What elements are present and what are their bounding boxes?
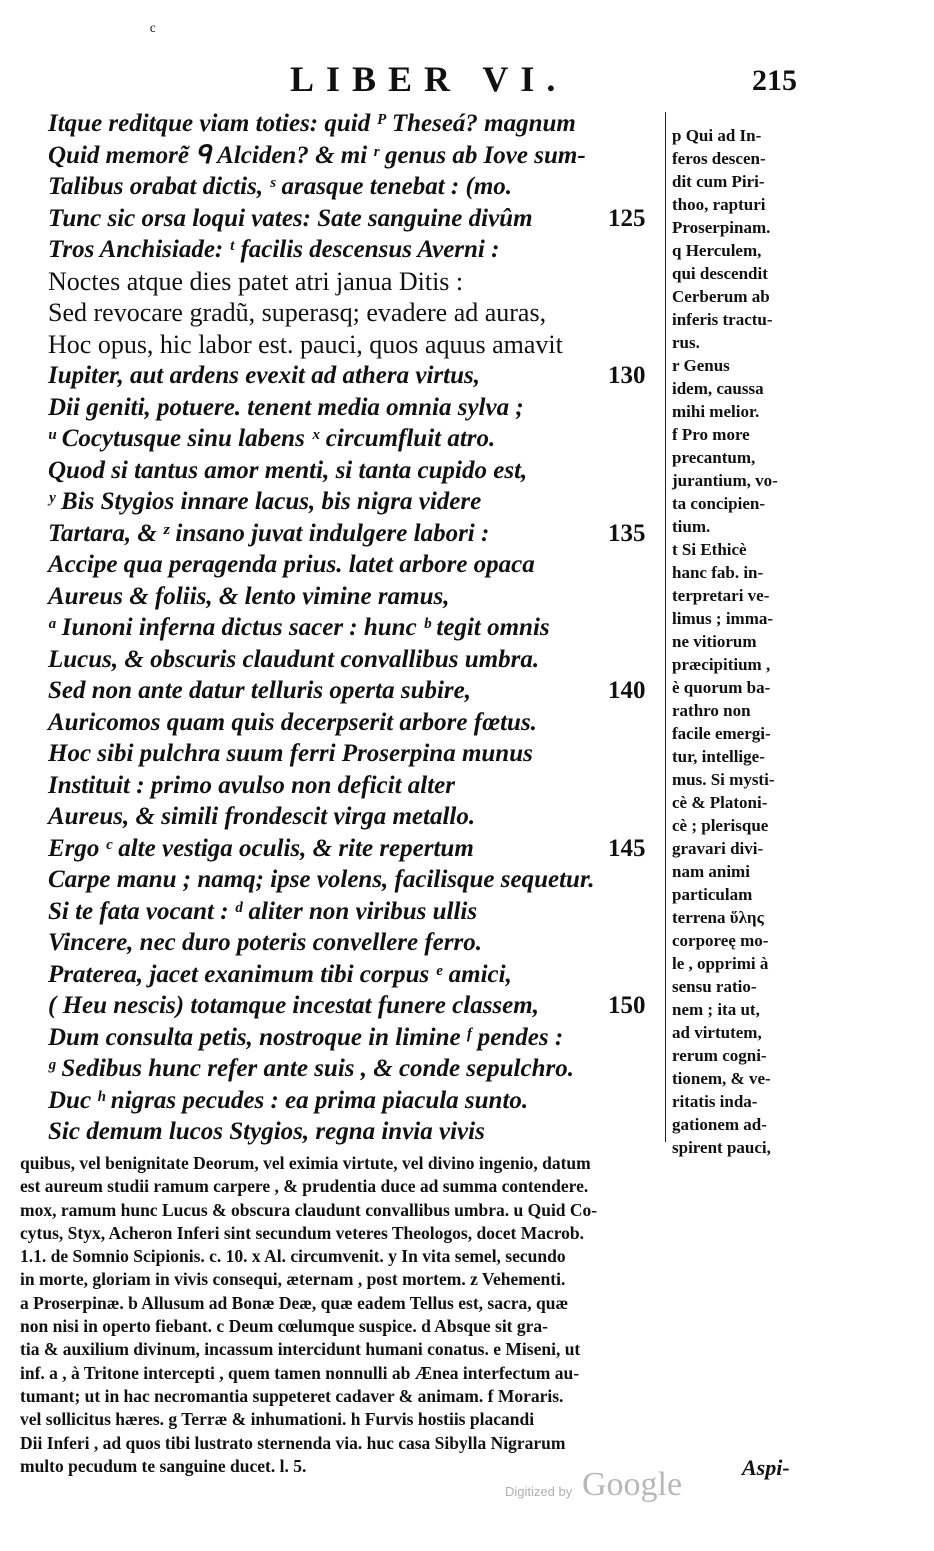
verse-column [48, 108, 660, 1148]
commentary-line: a Proserpinæ. b Allusum ad Bonæ Deæ, quæ eadem Tellus est, sacra, quæ [20, 1292, 569, 1313]
verse-line [48, 1085, 660, 1117]
verse-line [48, 455, 660, 487]
verse-text: Lucus, & obscuris claudunt convallibus umbra. [48, 645, 540, 673]
verse-text: Dum consulta petis, nostroque in limine ᶠ pendes : [48, 1023, 564, 1051]
verse-text: Itque reditque viam toties: quid ᴾ Theseá? magnum [48, 110, 576, 137]
verse-line [48, 927, 660, 959]
margin-note-line: mus. Si mysti- [672, 770, 775, 789]
margin-note-line: ta concipien- [672, 494, 766, 513]
margin-note-line: t Si Ethicè [672, 540, 747, 559]
margin-note-line: terpretari ve- [672, 586, 770, 605]
verse-text: Aureus, & simili frondescit virga metallo. [48, 803, 476, 830]
margin-note-line: precantum, [672, 448, 756, 467]
verse-line [48, 1053, 660, 1085]
margin-note-line: tium. [672, 517, 711, 536]
verse-line [48, 581, 660, 613]
verse-line [48, 612, 660, 644]
verse-text: Tartara, & ᶻ insano juvat indulgere labori : [48, 519, 490, 547]
verse-line [48, 675, 660, 707]
verse-text: Sic demum lucos Stygios, regna invia vivis [48, 1118, 485, 1145]
commentary-line: est aureum studii ramum carpere , & prudentia duce ad summa contendere. [20, 1176, 589, 1197]
verse-line [48, 1022, 660, 1054]
google-watermark-logo: Google [582, 1466, 683, 1503]
verse-text: Ergo ᶜ alte vestiga oculis, & rite repertum [48, 834, 474, 862]
margin-note-line: qui descendit [672, 264, 768, 283]
verse-text: ( Heu nescis) totamque incestat funere classem, [48, 992, 539, 1019]
verse-line [48, 770, 660, 802]
catchword: Aspi- [742, 1455, 790, 1480]
page-number: 215 [752, 64, 797, 97]
margin-note-line: rus. [672, 333, 700, 352]
margin-note-line: thoo, rapturi [672, 195, 766, 214]
line-number: 135 [608, 519, 646, 547]
verse-text: Noctes atque dies patet atri janua Ditis : [48, 266, 464, 296]
verse-line [48, 329, 660, 361]
margin-note-line: spirent pauci, [672, 1138, 771, 1157]
margin-note-line: idem, caussa [672, 379, 764, 398]
verse-line [48, 518, 660, 550]
commentary-line: quibus, vel benignitate Deorum, vel eximia virtute, vel divino ingenio, datum [20, 1153, 591, 1173]
verse-text: Dii geniti, potuere. tenent media omnia sylva ; [48, 393, 524, 421]
verse-line [48, 234, 660, 266]
verse-text: Vincere, nec duro poteris convellere ferro. [48, 929, 482, 956]
verse-line [48, 140, 660, 172]
margin-note-line: tionem, & ve- [672, 1069, 771, 1088]
verse-text: Carpe manu ; namq; ipse volens, facilisque sequetur. [48, 866, 595, 893]
margin-note-line: particulam [672, 885, 753, 904]
verse-text: Quod si tantus amor menti, si tanta cupido est, [48, 456, 528, 484]
verse-line [48, 297, 660, 329]
margin-note-line: jurantium, vo- [672, 471, 778, 490]
verse-line [48, 707, 660, 739]
verse-line [48, 360, 660, 392]
margin-note-line: nem ; ita ut, [672, 1000, 760, 1019]
commentary-line: inf. a , à Tritone intercepti , quem tamen nonnulli ab Ænea interfectum au- [20, 1362, 580, 1383]
commentary-notes [20, 1152, 910, 1478]
line-number: 130 [608, 362, 646, 389]
verse-text: Sed non ante datur telluris operta subire, [48, 677, 471, 704]
verse-line [48, 203, 660, 235]
verse-line [48, 171, 660, 203]
margin-note-line: p Qui ad In- [672, 126, 762, 145]
verse-text: Sed revocare gradũ, superasq; evadere ad auras, [48, 298, 547, 327]
verse-text: Quid memorẽ ᑫ Alciden? & mi ʳ genus ab Iove sum- [48, 141, 586, 169]
margin-note-line: rerum cogni- [672, 1046, 767, 1065]
verse-text: ʸ Bis Stygios innare lacus, bis nigra videre [48, 488, 482, 515]
margin-note-line: feros descen- [672, 149, 766, 168]
verse-text: Duc ʰ nigras pecudes : ea prima piacula sunto. [48, 1086, 529, 1114]
commentary-line: 1.1. de Somnio Scipionis. c. 10. x Al. circumvenit. y In vita semel, secundo [20, 1246, 566, 1267]
verse-text: Iupiter, aut ardens evexit ad athera virtus, [48, 362, 480, 389]
margin-notes [672, 124, 822, 1159]
margin-note-line: dit cum Piri- [672, 172, 765, 191]
verse-text: Praterea, jacet exanimum tibi corpus ᵉ amici, [48, 960, 512, 988]
verse-line [48, 990, 660, 1022]
margin-note-line: sensu ratio- [672, 977, 757, 996]
commentary-line: multo pecudum te sanguine ducet. l. 5. [20, 1455, 307, 1476]
verse-text: Tunc sic orsa loqui vates: Sate sanguine divûm [48, 204, 533, 232]
margin-note-line: ritatis inda- [672, 1092, 758, 1111]
verse-line [48, 644, 660, 676]
verse-text: Instituit : primo avulso non deficit alter [48, 771, 455, 799]
line-number: 150 [608, 992, 646, 1019]
margin-note-line: rathro non [672, 701, 751, 720]
verse-line [48, 959, 660, 991]
verse-text: ᵘ Cocytusque sinu labens ˣ circumfluit atro. [48, 425, 496, 452]
verse-line [48, 801, 660, 833]
verse-text: ᵃ Iunoni inferna dictus sacer : hunc ᵇ tegit omnis [48, 614, 550, 641]
margin-note-line: f Pro more [672, 425, 750, 444]
margin-note-line: mihi melior. [672, 402, 760, 421]
verse-line [48, 549, 660, 581]
verse-line [48, 896, 660, 928]
commentary-line: mox, ramum hunc Lucus & obscura claudunt convallibus umbra. u Quid Co- [20, 1199, 598, 1220]
commentary-line: tia & auxilium divinum, incassum intercidunt humani conatus. e Miseni, ut [20, 1339, 581, 1360]
commentary-line: cytus, Styx, Acheron Inferi sint secundum veteres Theologos, docet Macrob. [20, 1222, 585, 1243]
margin-note-line: cè ; plerisque [672, 816, 769, 835]
margin-note-line: cè & Platoni- [672, 793, 768, 812]
top-mark: ᶜ [150, 18, 156, 43]
verse-line [48, 486, 660, 518]
verse-line [48, 1116, 660, 1148]
verse-text: Auricomos quam quis decerpserit arbore fœtus. [48, 708, 537, 736]
margin-note-line: tur, intellige- [672, 747, 765, 766]
commentary-line: in morte, gloriam in vivis consequi, æternam , post mortem. z Vehementi. [20, 1269, 566, 1290]
verse-text: Accipe qua peragenda prius. latet arbore opaca [48, 551, 535, 578]
verse-line [48, 738, 660, 770]
margin-note-line: nam animi [672, 862, 750, 881]
verse-line [48, 864, 660, 896]
margin-note-line: è quorum ba- [672, 678, 771, 697]
margin-note-line: inferis tractu- [672, 310, 773, 329]
margin-note-line: q Herculem, [672, 241, 762, 260]
commentary-line: vel sollicitus hæres. g Terræ & inhumationi. h Furvis hostiis placandi [20, 1409, 535, 1430]
commentary-line: non nisi in operto fiebant. c Deum cœlumque suspice. d Absque sit gra- [20, 1316, 548, 1337]
running-title: LIBER VI. [290, 59, 568, 99]
margin-note-line: corporeę mo- [672, 931, 769, 950]
verse-line [48, 108, 660, 140]
margin-note-line: facile emergi- [672, 724, 771, 743]
margin-note-line: Cerberum ab [672, 287, 770, 306]
margin-note-line: r Genus [672, 356, 730, 375]
verse-text: Si te fata vocant : ᵈ aliter non viribus ullis [48, 897, 478, 925]
margin-note-line: limus ; imma- [672, 609, 774, 628]
verse-line [48, 392, 660, 424]
margin-note-line: ne vitiorum [672, 632, 757, 651]
line-number: 145 [608, 834, 646, 862]
commentary-line: Dii Inferi , ad quos tibi lustrato sternenda via. huc casa Sibylla Nigrarum [20, 1432, 566, 1453]
commentary-line: tumant; ut in hac necromantia suppeteret cadaver & animam. f Moraris. [20, 1385, 564, 1406]
verse-text: Hoc opus, hic labor est. pauci, quos aquus amavit [48, 329, 563, 359]
verse-line [48, 266, 660, 298]
margin-note-line: gationem ad- [672, 1115, 767, 1134]
margin-note-line: hanc fab. in- [672, 563, 764, 582]
margin-note-line: ad virtutem, [672, 1023, 762, 1042]
line-number: 125 [608, 204, 646, 232]
digitized-by-text: Digitized by [505, 1484, 573, 1499]
verse-line [48, 833, 660, 865]
margin-note-line: le , opprimi à [672, 954, 769, 973]
verse-text: Tros Anchisiade: ᵗ facilis descensus Averni : [48, 236, 500, 263]
margin-note-line: Proserpinam. [672, 218, 771, 237]
verse-line [48, 423, 660, 455]
verse-text: ᵍ Sedibus hunc refer ante suis , & conde sepulchro. [48, 1055, 574, 1082]
margin-note-line: terrena ὕλης [672, 908, 764, 927]
verse-text: Talibus orabat dictis, ˢ arasque tenebat : (mo. [48, 173, 513, 200]
line-number: 140 [608, 677, 646, 704]
column-divider [665, 112, 666, 1142]
margin-note-line: præcipitium , [672, 655, 771, 674]
verse-text: Hoc sibi pulchra suum ferri Proserpina munus [48, 740, 533, 767]
margin-note-line: gravari divi- [672, 839, 764, 858]
verse-text: Aureus & foliis, & lento vimine ramus, [48, 582, 450, 610]
